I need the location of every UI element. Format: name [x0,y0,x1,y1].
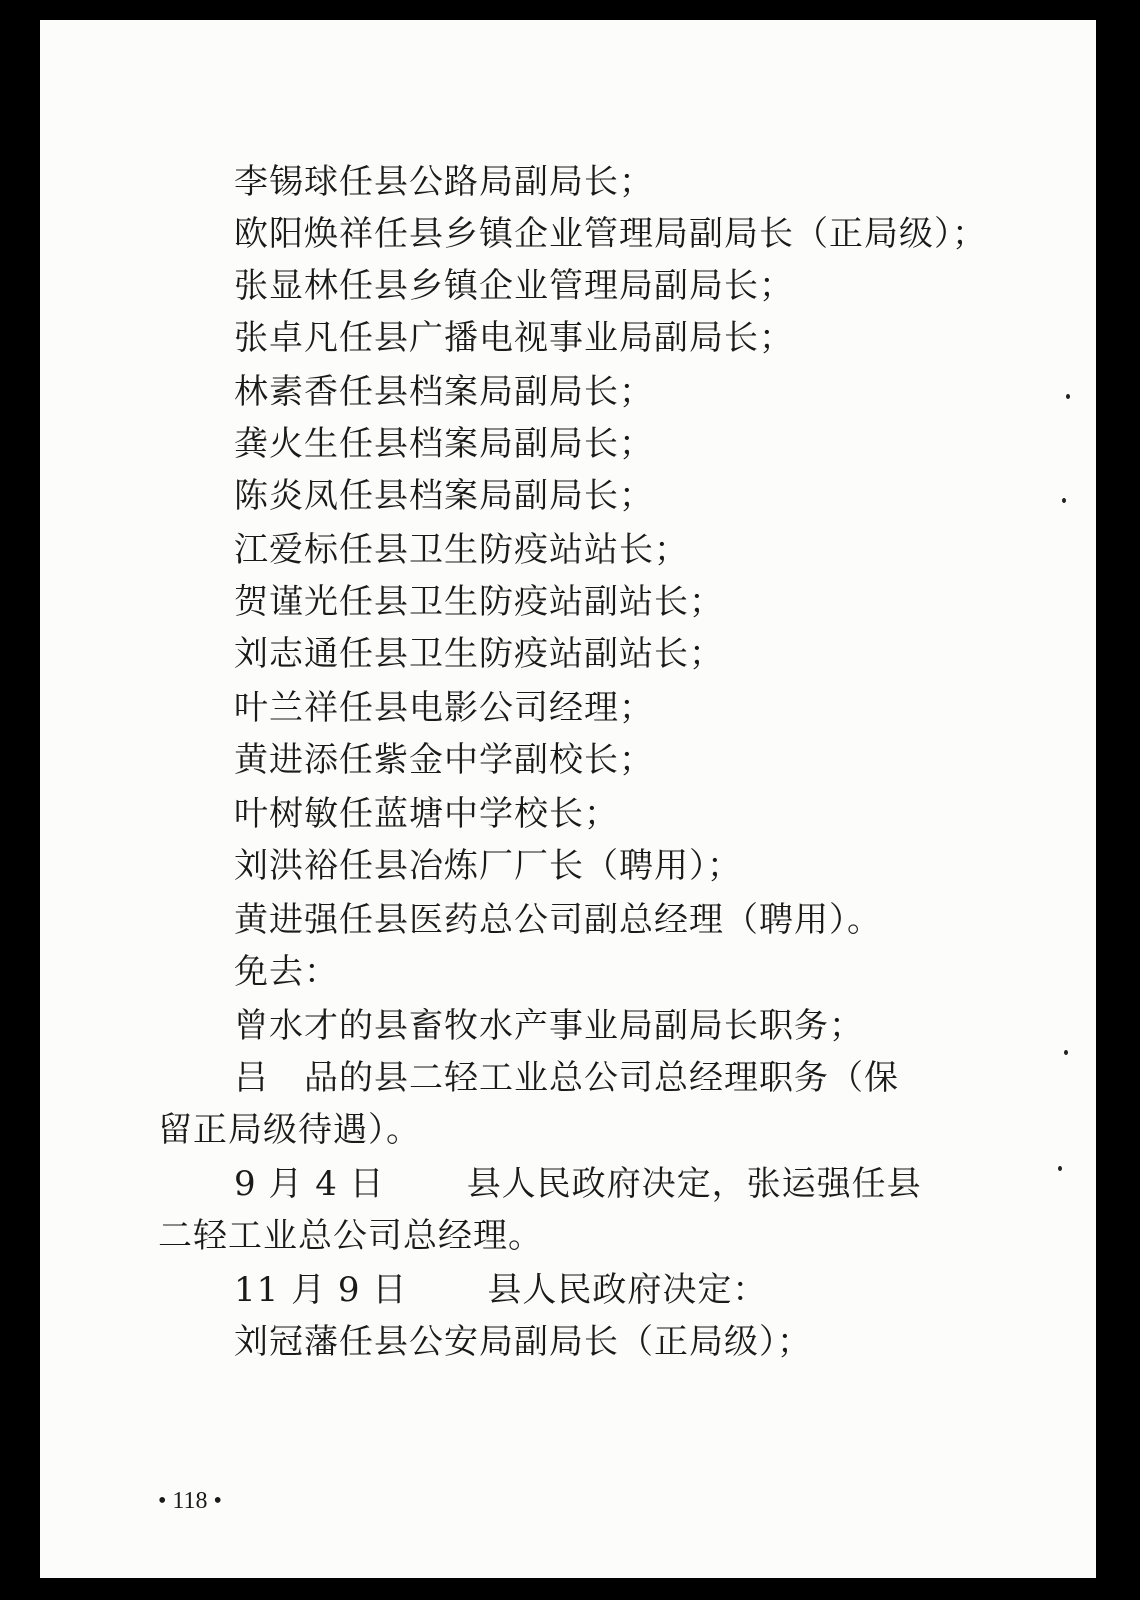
scan-speck [1066,394,1070,399]
text-line: 龚火生任县档案局副局长； [234,424,654,464]
text-line: 陈炎凤任县档案局副局长； [234,476,654,516]
text-line: 张显林任县乡镇企业管理局副局长； [234,266,794,306]
scan-speck [1058,1166,1062,1171]
text-line: 江爱标任县卫生防疫站站长； [234,530,689,570]
text-line: 刘洪裕任县冶炼厂厂长（聘用）； [234,846,742,886]
text-line: 吕 品的县二轻工业总公司总经理职务（保 [234,1058,899,1098]
text-line: 黄进强任县医药总公司副总经理（聘用）。 [234,900,882,940]
entry-sep4 [234,1164,922,1204]
scan-speck [1064,1050,1068,1055]
entry-text: 县人民政府决定，张运强任县 [466,1164,922,1204]
text-line: 叶兰祥任县电影公司经理； [234,688,654,728]
entry-date: 11 月 9 日 [234,1270,408,1310]
text-line: 欧阳焕祥任县乡镇企业管理局副局长（正局级）； [234,214,987,254]
text-line: 二轻工业总公司总经理。 [158,1216,543,1256]
text-line: 曾水才的县畜牧水产事业局副局长职务； [234,1006,864,1046]
entry-date: 9 月 4 日 [234,1164,385,1204]
text-line: 张卓凡任县广播电视事业局副局长； [234,318,794,358]
text-line: 刘志通任县卫生防疫站副站长； [234,634,724,674]
text-line: 叶树敏任蓝塘中学校长； [234,794,619,834]
text-line: 林素香任县档案局副局长； [234,372,654,412]
section-label: 免去： [234,952,339,992]
text-line: 贺谨光任县卫生防疫站副站长； [234,582,724,622]
text-line: 黄进添任紫金中学副校长； [234,740,654,780]
scan-speck [1062,498,1066,503]
document-page [40,20,1096,1578]
entry-nov9 [234,1270,767,1310]
page-number: • 118 • [158,1488,222,1514]
text-line: 李锡球任县公路局副局长； [234,162,654,202]
entry-text: 县人民政府决定： [487,1270,768,1310]
text-line: 留正局级待遇）。 [158,1110,421,1150]
text-line: 刘冠藩任县公安局副局长（正局级）； [234,1322,812,1362]
